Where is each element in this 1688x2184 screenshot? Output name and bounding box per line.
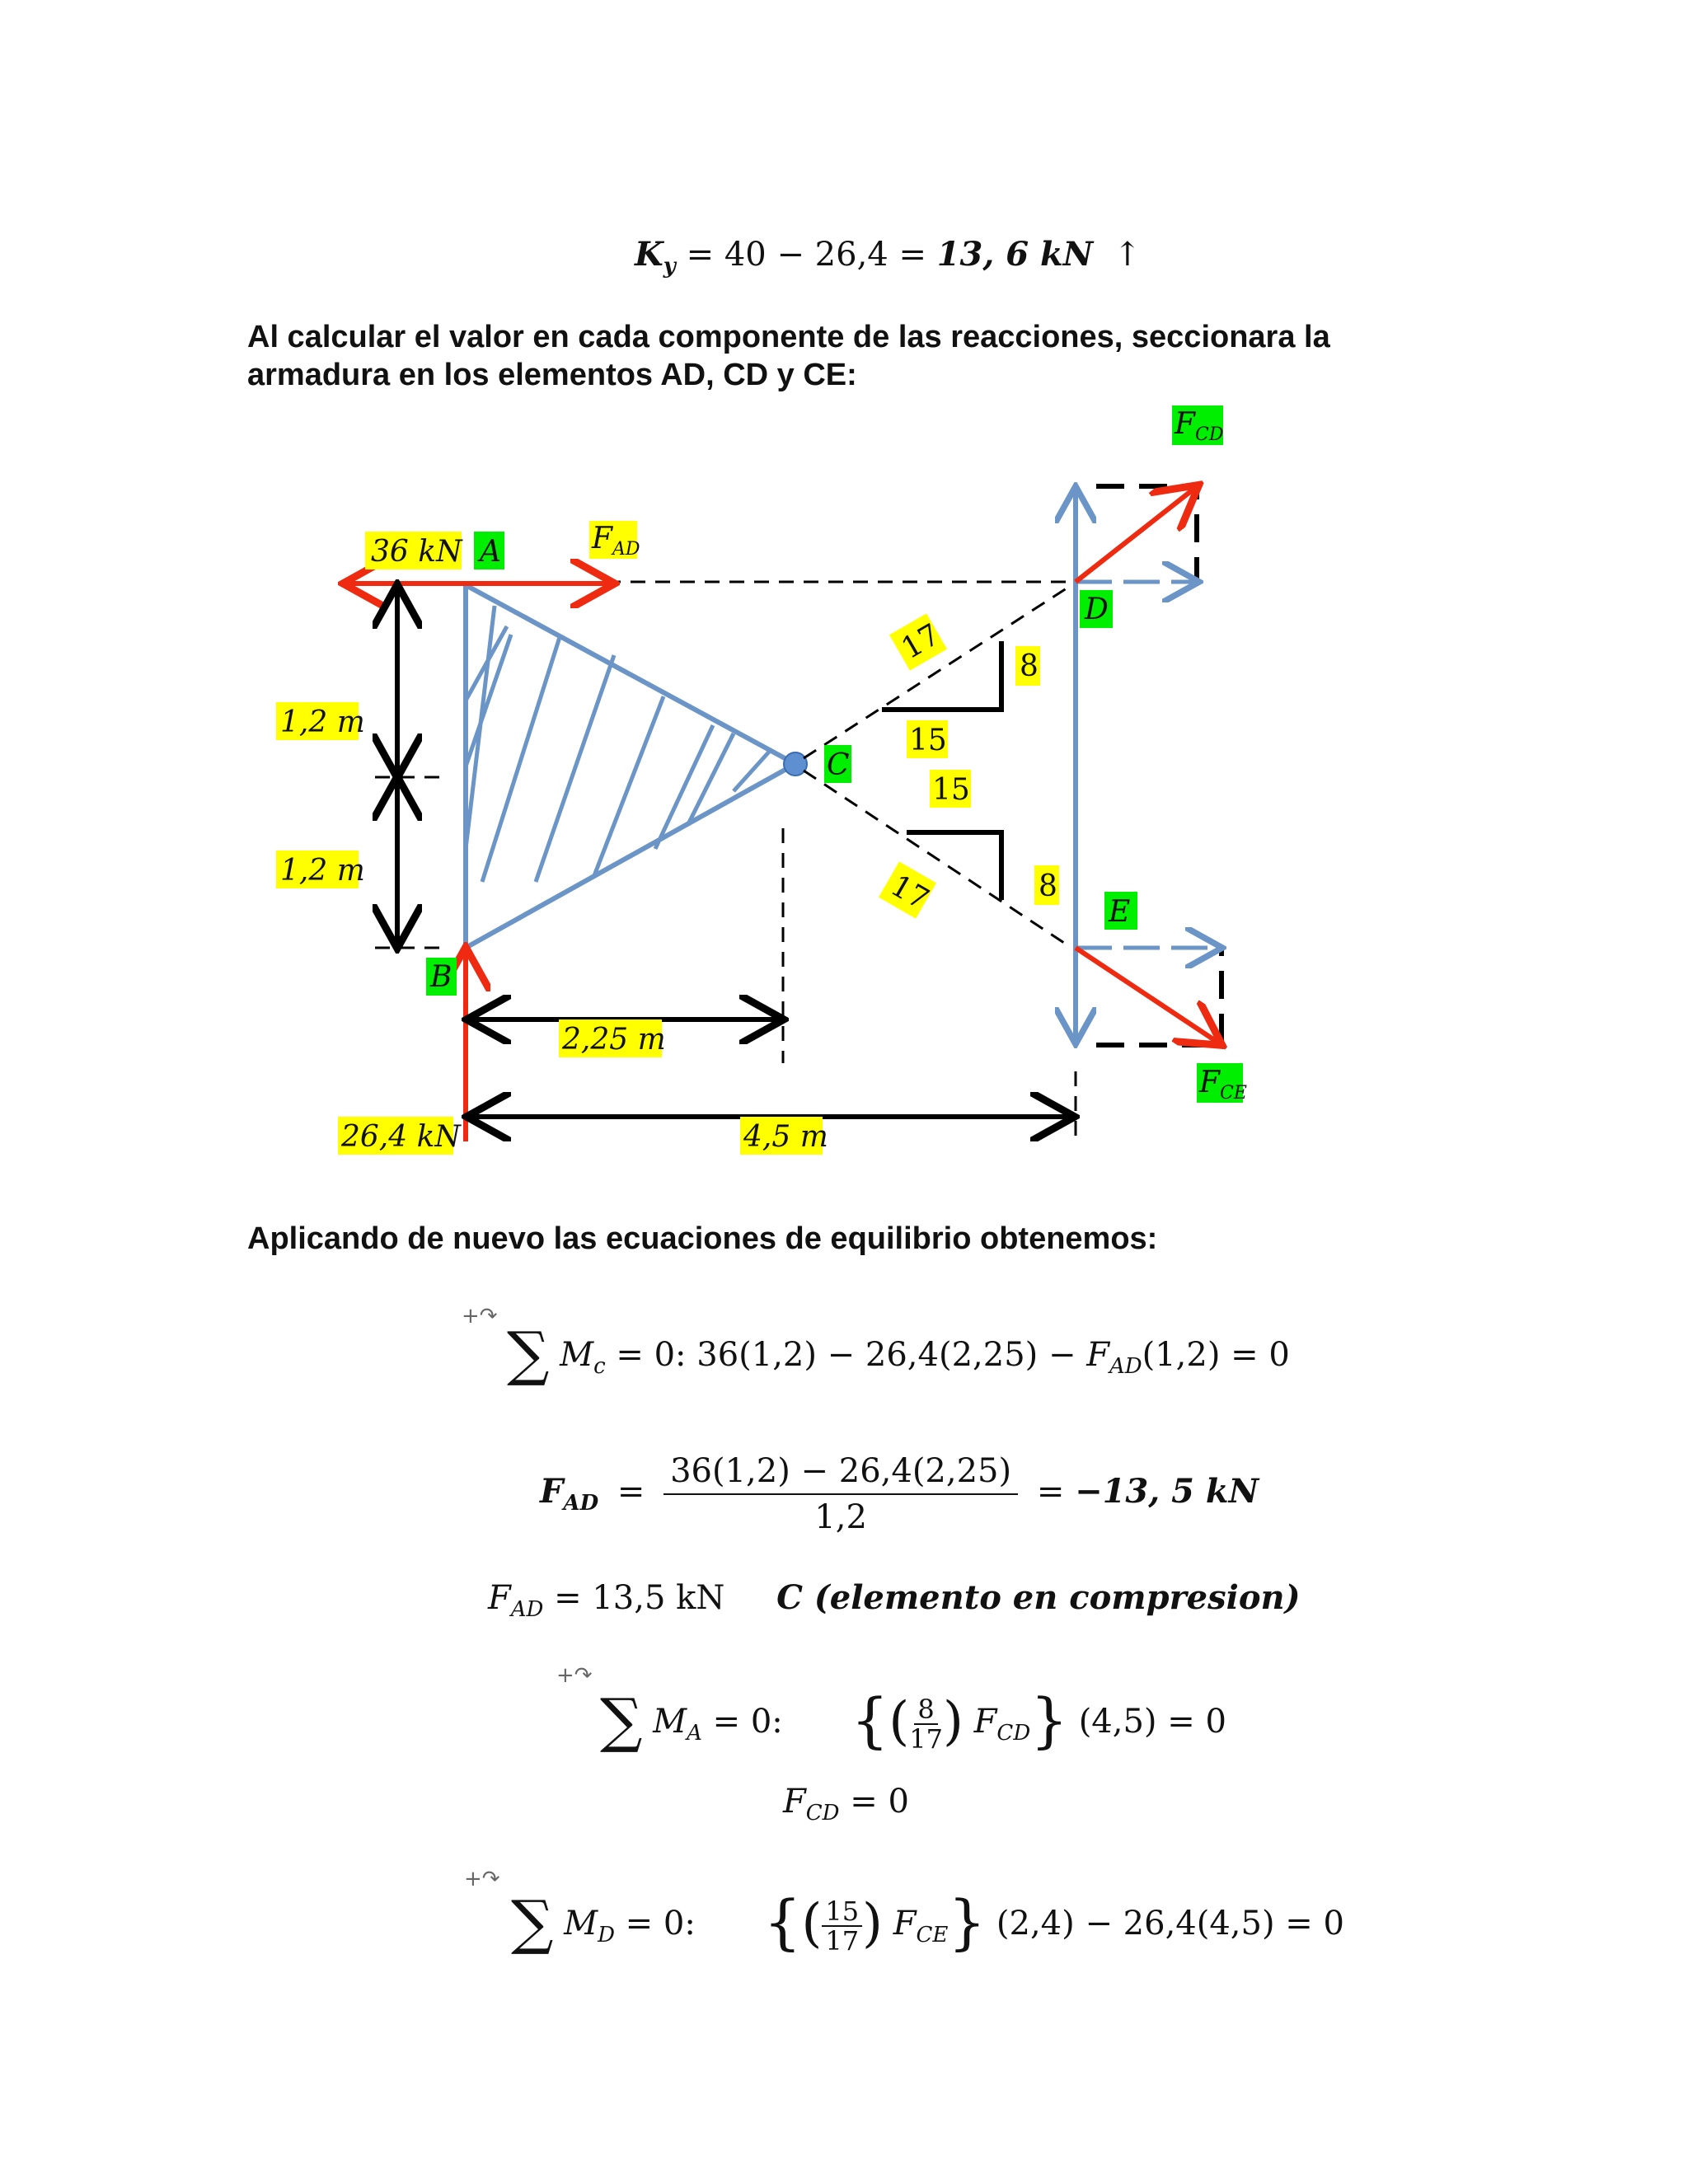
ky-symbol: K: [635, 235, 663, 274]
label-fcd: $F_{CD}$: [1175, 407, 1224, 445]
label-run-lower: 15: [932, 773, 970, 807]
label-dim-225: 2,25 m: [562, 1023, 666, 1057]
label-dim-12-top: 1,2 m: [280, 705, 365, 739]
hatch-lines: [466, 606, 771, 882]
label-264kn: 26,4 kN: [341, 1120, 461, 1154]
rotation-icon: +↷: [464, 1867, 500, 1891]
fad-fraction: $\frac{36(1,2) - 26,4(2,25)}{1,2}$: [663, 1452, 1018, 1536]
label-hyp-lower: 17: [884, 869, 935, 917]
label-hyp-upper: 17: [896, 617, 946, 667]
rotation-icon: +↷: [556, 1663, 593, 1688]
rotation-icon: +↷: [462, 1304, 498, 1329]
fcd-value-equation: $F_{CD} = 0$: [783, 1783, 909, 1825]
label-d: D: [1085, 593, 1109, 626]
equilibrium-paragraph: Aplicando de nuevo las ecuaciones de equilibrio obtenemos:: [247, 1221, 1158, 1256]
dashed-boxes: [1096, 486, 1221, 1045]
label-c: C: [827, 748, 850, 782]
label-fce: $F_{CE}$: [1199, 1066, 1247, 1104]
up-arrow-icon: ↑: [1113, 236, 1142, 274]
label-b: B: [430, 960, 452, 994]
label-fad: $F_{AD}$: [592, 522, 640, 560]
dashed-lines: [375, 582, 1076, 1137]
moment-a-equation: ∑ $M_A = 0$: {( $\frac{8}{17}$ ) $F_{CD}$} (4,5) = 0: [600, 1685, 1226, 1755]
fad-fraction-equation: $F_{AD}$ = $\frac{36(1,2) - 26,4(2,25)}{1,2}$ = −13, 5 kN: [540, 1452, 1259, 1536]
truss-triangle: [466, 585, 795, 948]
ky-expression: = 40 − 26,4 =: [686, 236, 937, 274]
label-dim-12-bottom: 1,2 m: [280, 854, 365, 888]
highlight-boxes: [276, 405, 1243, 1155]
force-arrows: [348, 488, 1218, 1141]
moment-d-equation: ∑ $M_D = 0$: {( $\frac{15}{17}$ ) $F_{CE}$} (2,4) − 26,4(4,5) = 0: [511, 1887, 1344, 1957]
label-36kn: 36 kN: [371, 535, 462, 569]
label-a: A: [480, 535, 501, 569]
section-paragraph: Al calcular el valor en cada componente de las reacciones, seccionara la armadura en los elementos AD, CD y CE:: [247, 320, 1330, 392]
sigma-symbol: ∑: [507, 1319, 550, 1388]
ky-subscript: y: [663, 254, 676, 279]
label-run-upper: 15: [909, 724, 947, 757]
ky-result: 13, 6 kN: [936, 235, 1094, 274]
moment-c-equation: ∑ $M_c = 0$: $36(1,2) - 26,4(2,25) - F_{AD}(1,2) = 0$: [507, 1319, 1290, 1388]
fad-value-equation: $F_{AD} = 13,5$ kN C (elemento en compresion): [488, 1578, 1301, 1622]
label-rise-upper: 8: [1020, 649, 1039, 683]
label-e: E: [1109, 895, 1131, 929]
label-rise-lower: 8: [1039, 869, 1057, 903]
label-dim-45: 4,5 m: [743, 1120, 828, 1154]
joint-c: [784, 752, 807, 776]
